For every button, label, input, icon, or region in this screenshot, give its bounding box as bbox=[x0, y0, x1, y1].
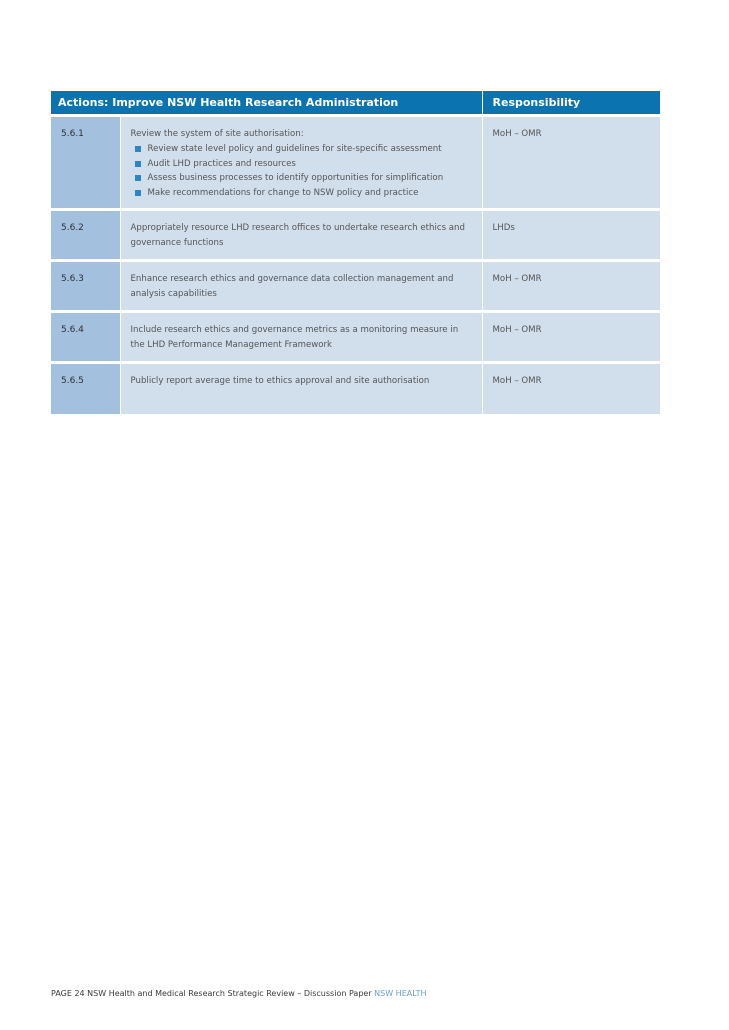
action-responsibility: MoH – OMR bbox=[482, 312, 660, 363]
square-bullet-icon bbox=[135, 161, 141, 167]
page-number: PAGE 24 bbox=[51, 989, 85, 998]
bullet-item bbox=[135, 186, 474, 201]
action-text: Review the system of site authorisation: bbox=[130, 129, 304, 139]
action-number: 5.6.2 bbox=[51, 210, 120, 261]
table-row bbox=[51, 312, 660, 363]
action-number: 5.6.5 bbox=[51, 363, 120, 414]
bullet-text: Assess business processes to identify opportunities for simplification bbox=[147, 173, 444, 183]
table-row bbox=[51, 363, 660, 414]
page-footer bbox=[51, 989, 426, 998]
action-number: 5.6.1 bbox=[51, 116, 120, 210]
footer-brand: NSW HEALTH bbox=[374, 989, 427, 998]
action-responsibility: LHDs bbox=[482, 210, 660, 261]
bullet-item bbox=[135, 142, 474, 157]
document-title: NSW Health and Medical Research Strategic Review – Discussion Paper bbox=[87, 989, 372, 998]
action-bullet-list bbox=[131, 142, 474, 200]
square-bullet-icon bbox=[135, 190, 141, 196]
square-bullet-icon bbox=[135, 175, 141, 181]
table-header-row bbox=[51, 91, 660, 116]
bullet-item bbox=[135, 171, 474, 186]
table-row bbox=[51, 116, 660, 210]
action-description: Publicly report average time to ethics approval and site authorisation bbox=[120, 363, 482, 414]
action-number: 5.6.3 bbox=[51, 261, 120, 312]
action-description: Appropriately resource LHD research offices to undertake research ethics and governance functions bbox=[120, 210, 482, 261]
actions-table bbox=[51, 91, 660, 414]
table-row bbox=[51, 210, 660, 261]
action-description: Enhance research ethics and governance data collection management and analysis capabilities bbox=[120, 261, 482, 312]
table-row bbox=[51, 261, 660, 312]
action-responsibility: MoH – OMR bbox=[482, 363, 660, 414]
action-description: Include research ethics and governance metrics as a monitoring measure in the LHD Performance Management Framework bbox=[120, 312, 482, 363]
bullet-item bbox=[135, 157, 474, 172]
action-responsibility: MoH – OMR bbox=[482, 116, 660, 210]
bullet-text: Review state level policy and guidelines for site-specific assessment bbox=[147, 144, 442, 154]
header-responsibility: Responsibility bbox=[482, 91, 660, 116]
bullet-text: Audit LHD practices and resources bbox=[147, 158, 296, 169]
action-number: 5.6.4 bbox=[51, 312, 120, 363]
square-bullet-icon bbox=[135, 146, 141, 152]
bullet-text: Make recommendations for change to NSW policy and practice bbox=[147, 187, 419, 198]
header-actions: Actions: Improve NSW Health Research Administration bbox=[51, 91, 482, 116]
action-description bbox=[120, 116, 482, 210]
action-responsibility: MoH – OMR bbox=[482, 261, 660, 312]
